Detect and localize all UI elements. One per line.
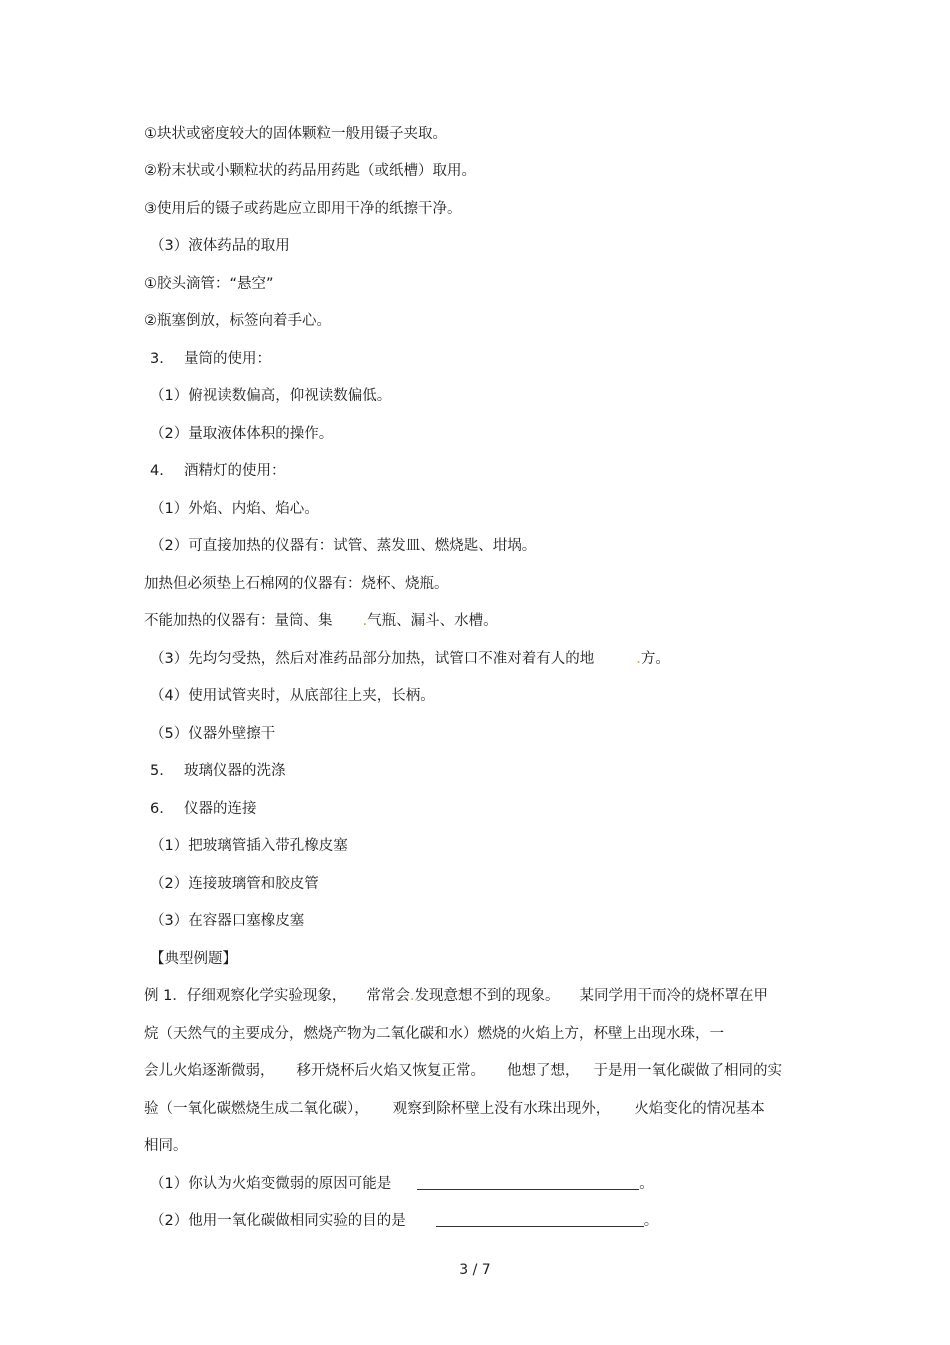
text-line: （4）使用试管夹时，从底部往上夹，长柄。 (150, 688, 435, 704)
question-line (150, 1174, 654, 1194)
section-title: 仪器的连接 (184, 801, 257, 817)
section-title: 量筒的使用： (184, 351, 271, 367)
subsection-heading: （3）液体药品的取用 (150, 238, 290, 254)
text-segment: 发现意想不到的现象。 (414, 988, 560, 1004)
section-heading (150, 761, 286, 781)
text-line: ②粉末状或小颗粒状的药品用药匙（或纸槽）取用。 (144, 163, 476, 179)
text-line: （2）量取液体体积的操作。 (150, 426, 334, 442)
text-segment: 常常会 (366, 988, 410, 1004)
paragraph-line (144, 1099, 765, 1119)
answer-blank[interactable] (436, 1212, 644, 1227)
section-title: 玻璃仪器的洗涤 (184, 763, 286, 779)
text-line: （5）仪器外壁擦干 (150, 726, 276, 742)
page-number: 3 / 7 (459, 1262, 491, 1278)
text-line: （3）在容器口塞橡皮塞 (150, 913, 305, 929)
question-text: （1）你认为火焰变微弱的原因可能是 (150, 1176, 392, 1192)
paragraph-line (144, 986, 768, 1006)
text-line: 加热但必须垫上石棉网的仪器有：烧杯、烧瓶。 (144, 576, 449, 592)
text-segment: 移开烧杯后火焰又恢复正常。 (296, 1063, 485, 1079)
text-segment: 气瓶、漏斗、水槽。 (367, 613, 498, 629)
section-heading (150, 461, 286, 481)
example-heading: 【典型例题】 (150, 951, 237, 967)
period: 。 (643, 1213, 659, 1229)
text-segment: 于是用一氧化碳做了相同的实 (593, 1063, 782, 1079)
text-segment: 某同学用干而冷的烧杯罩在甲 (579, 988, 768, 1004)
section-number: 3. (150, 351, 164, 367)
text-segment: 例 1．仔细观察化学实验现象， (144, 988, 347, 1004)
paragraph-line (144, 1061, 782, 1081)
text-line: （1）俯视读数偏高，仰视读数偏低。 (150, 388, 392, 404)
section-number: 5. (150, 763, 164, 779)
text-line: （2）可直接加热的仪器有：试管、蒸发皿、燃烧匙、坩埚。 (150, 538, 537, 554)
text-segment: 方。 (640, 651, 670, 667)
paragraph-line: 烷（天然气的主要成分，燃烧产物为二氧化碳和水）燃烧的火焰上方，杯壁上出现水珠，一 (144, 1026, 724, 1042)
text-segment: 火焰变化的情况基本 (634, 1101, 765, 1117)
answer-blank[interactable] (417, 1175, 639, 1190)
section-heading (150, 349, 271, 369)
text-line: ①胶头滴管：“悬空” (144, 276, 274, 292)
section-number: 6. (150, 801, 164, 817)
text-segment: 不能加热的仪器有：量筒、集 (144, 613, 333, 629)
text-line: ③使用后的镊子或药匙应立即用干净的纸擦干净。 (144, 201, 462, 217)
section-title: 酒精灯的使用： (184, 463, 286, 479)
text-segment: 验（一氧化碳燃烧生成二氧化碳）， (144, 1101, 369, 1117)
text-line: （1）把玻璃管插入带孔橡皮塞 (150, 838, 348, 854)
text-line (150, 649, 670, 669)
text-segment: （3）先均匀受热，然后对准药品部分加热，试管口不准对着有人的地 (150, 651, 595, 667)
text-line: ①块状或密度较大的固体颗粒一般用镊子夹取。 (144, 126, 447, 142)
mark-dot: . (636, 651, 641, 667)
text-line: （1）外焰、内焰、焰心。 (150, 501, 319, 517)
section-number: 4. (150, 463, 164, 479)
period: 。 (639, 1176, 654, 1192)
question-line (150, 1211, 658, 1231)
text-segment: 会儿火焰逐渐微弱， (144, 1063, 275, 1079)
text-line: （2）连接玻璃管和胶皮管 (150, 876, 319, 892)
section-heading (150, 799, 257, 819)
mark-dot: . (362, 613, 368, 629)
mark-dot: . (409, 988, 415, 1004)
paragraph-line: 相同。 (144, 1138, 188, 1154)
question-text: （2）他用一氧化碳做相同实验的目的是 (150, 1213, 406, 1229)
text-segment: 观察到除杯壁上没有水珠出现外， (392, 1101, 611, 1117)
text-line: ②瓶塞倒放，标签向着手心。 (144, 313, 331, 329)
text-line (144, 611, 498, 631)
text-segment: 他想了想， (507, 1063, 580, 1079)
